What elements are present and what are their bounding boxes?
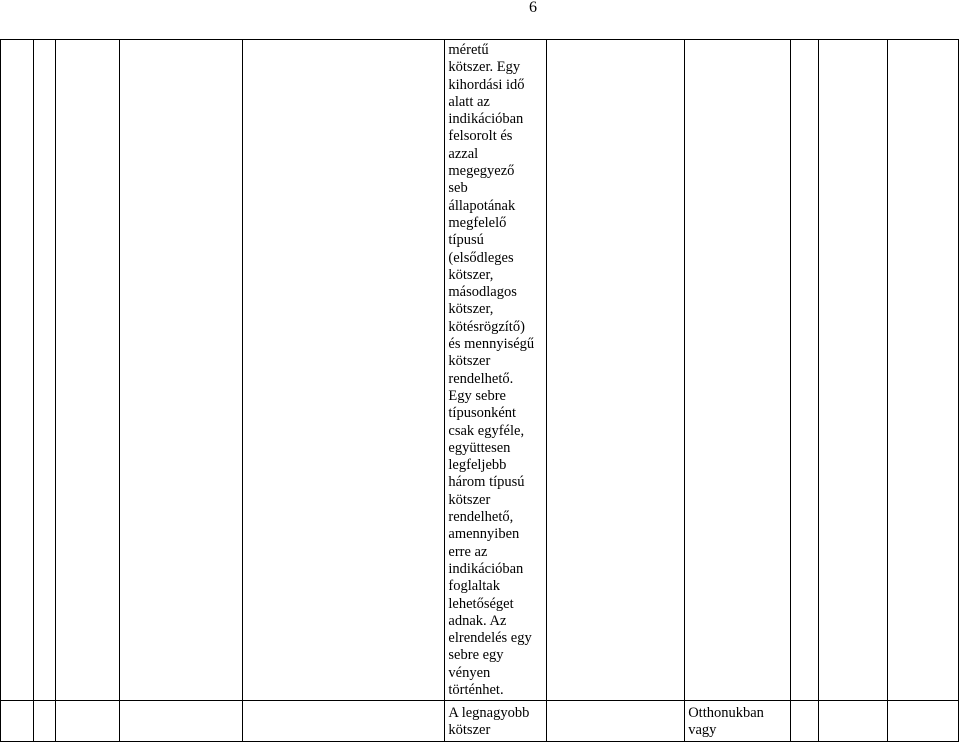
table-cell	[547, 701, 685, 742]
table-row	[1, 701, 959, 742]
table-cell	[242, 40, 445, 701]
table-row	[1, 40, 959, 701]
next-row-location-text: Otthonukban vagy	[688, 705, 764, 739]
table-cell	[33, 40, 55, 701]
prescription-rule-text: méretű kötszer. Egy kihordási idő alatt az indikációban felsorolt és azzal megegyező seb állapotának megfelelő típusú (elsődleges kötszer, másodlagos kötszer, kötésrögzítő) és mennyiségű kötszer rendelhető. Egy sebre típusonként csak egyféle, együttesen legfeljebb három típusú kötszer rendelhető, amennyiben erre az indikációban foglaltak lehetőséget adnak. Az elrendelés egy sebre egy vényen történhet.	[448, 42, 535, 698]
document-table	[0, 39, 959, 742]
page-number: 6	[529, 0, 537, 16]
table-cell	[547, 40, 685, 701]
table-cell	[1, 701, 34, 742]
table-cell	[888, 701, 959, 742]
table-cell-location	[685, 701, 791, 742]
table-cell	[685, 40, 791, 701]
table-cell	[242, 701, 445, 742]
table-cell-description	[445, 40, 547, 701]
table-cell	[791, 701, 819, 742]
next-row-description-text: A legnagyobb kötszer	[448, 705, 530, 739]
table-cell-description	[445, 701, 547, 742]
table-cell	[55, 40, 119, 701]
table-cell	[119, 40, 242, 701]
table-cell	[1, 40, 34, 701]
table-cell	[55, 701, 119, 742]
table-cell	[33, 701, 55, 742]
table-cell	[119, 701, 242, 742]
table-cell	[791, 40, 819, 701]
table-cell	[819, 701, 888, 742]
table-cell	[819, 40, 888, 701]
table-cell	[888, 40, 959, 701]
